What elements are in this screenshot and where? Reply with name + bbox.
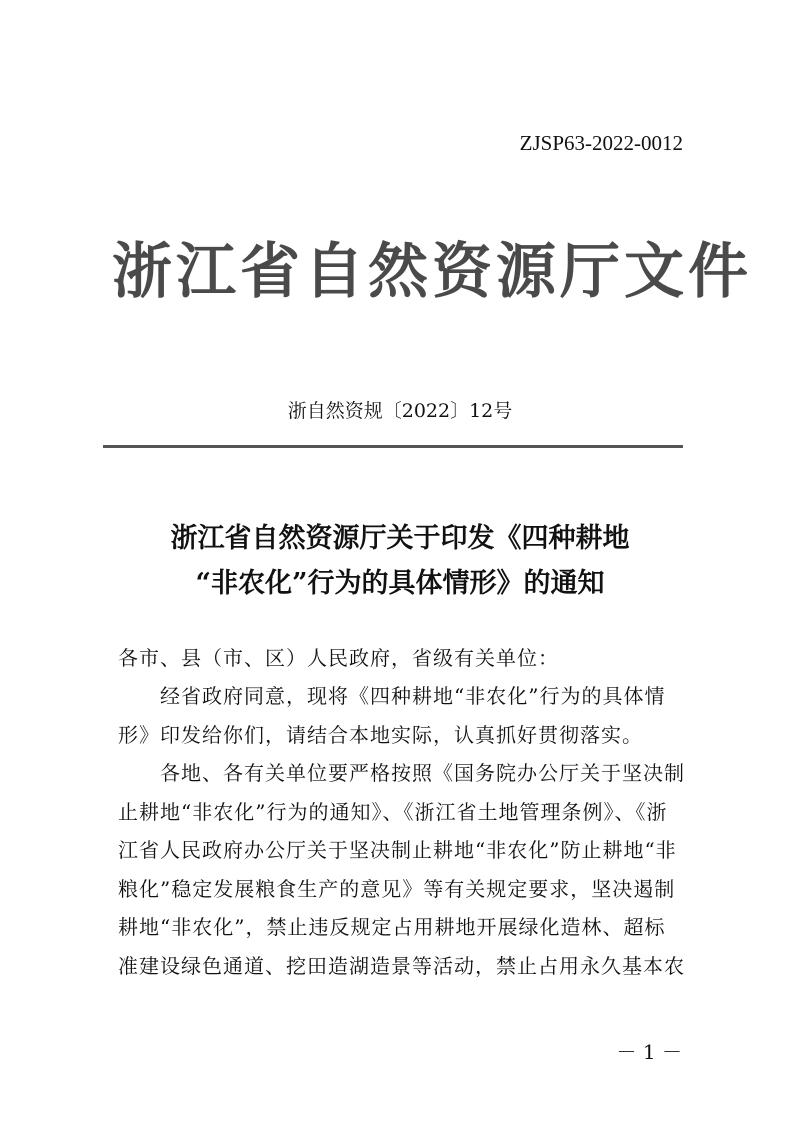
body-line: 江省人民政府办公厅关于坚决制止耕地“非农化”防止耕地“非 xyxy=(118,838,677,862)
body-line: 经省政府同意，现将《四种耕地“非农化”行为的具体情 xyxy=(118,684,666,708)
notice-title-line-2: “非农化”行为的具体情形》的通知 xyxy=(195,568,605,599)
header-divider xyxy=(103,445,683,448)
page-number: － 1 － xyxy=(616,1040,682,1064)
issuer-title: 浙江省自然资源厅文件 xyxy=(112,237,752,307)
file-number: 浙自然资规〔2022〕12号 xyxy=(287,400,513,422)
body-line: 各市、县（市、区）人民政府，省级有关单位： xyxy=(118,646,559,670)
body-line: 止耕地“非农化”行为的通知》、《浙江省土地管理条例》、《浙 xyxy=(118,800,668,824)
body-line: 耕地“非农化”，禁止违反规定占用耕地开展绿化造林、超标 xyxy=(118,915,666,939)
body-line: 准建设绿色通道、挖田造湖造景等活动，禁止占用永久基本农 xyxy=(118,954,685,978)
body-line: 粮化”稳定发展粮食生产的意见》等有关规定要求，坚决遏制 xyxy=(118,877,676,901)
notice-title-line-1: 浙江省自然资源厅关于印发《四种耕地 xyxy=(170,523,630,554)
body-line: 形》印发给你们，请结合本地实际，认真抓好贯彻落实。 xyxy=(118,723,643,747)
document-number: ZJSP63-2022-0012 xyxy=(519,131,683,155)
body-line: 各地、各有关单位要严格按照《国务院办公厅关于坚决制 xyxy=(118,761,685,785)
